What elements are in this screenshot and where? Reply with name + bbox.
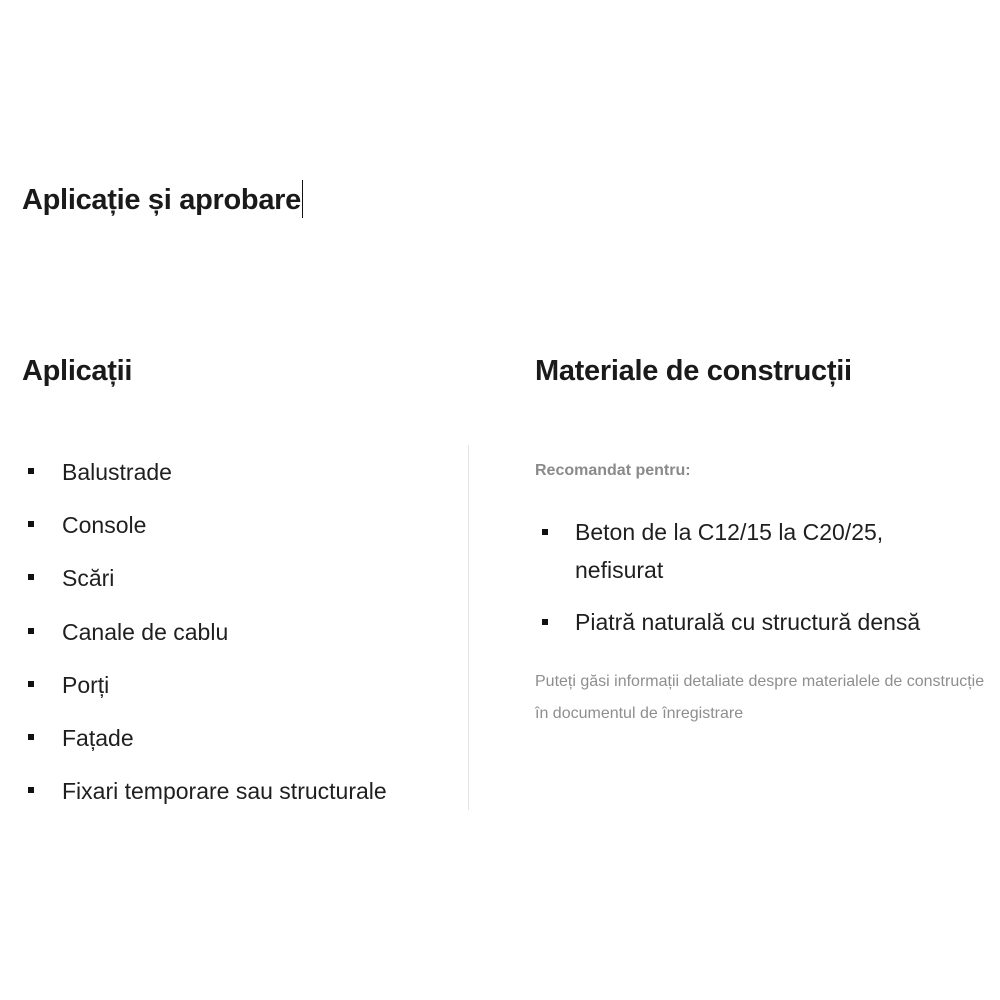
list-item — [22, 559, 387, 612]
materials-list — [535, 513, 955, 655]
materials-heading: Materiale de construcții — [535, 355, 852, 387]
applications-list — [22, 453, 387, 825]
list-item — [535, 513, 955, 589]
list-item-label: Piatră naturală cu structură densă — [575, 609, 921, 635]
list-item — [22, 666, 387, 719]
applications-heading: Aplicații — [22, 355, 133, 387]
column-divider — [468, 445, 469, 810]
list-item-label: Fațade — [62, 724, 134, 751]
page-title — [22, 180, 303, 218]
list-item — [22, 506, 387, 559]
bullet-icon — [28, 734, 34, 740]
list-item-label: Porți — [62, 671, 110, 698]
bullet-icon — [28, 787, 34, 793]
list-item-label: Fixari temporare sau structurale — [62, 778, 387, 805]
list-item-label: Beton de la C12/15 la C20/25, nefisurat — [575, 519, 884, 583]
list-item — [22, 453, 387, 506]
bullet-icon — [28, 468, 34, 474]
bullet-icon — [542, 529, 548, 535]
list-item — [535, 603, 955, 641]
list-item — [22, 613, 387, 666]
text-cursor — [302, 180, 303, 218]
list-item-label: Console — [62, 512, 147, 539]
bullet-icon — [28, 521, 34, 527]
bullet-icon — [28, 681, 34, 687]
bullet-icon — [28, 628, 34, 634]
bullet-icon — [542, 619, 548, 625]
list-item — [22, 772, 387, 825]
recommended-label: Recomandat pentru: — [535, 462, 691, 479]
materials-note: Puteți găsi informații detaliate despre materialele de construcție în documentul de înregistrare — [535, 673, 985, 722]
page-title-text: Aplicație și aprobare — [22, 184, 301, 216]
bullet-icon — [28, 574, 34, 580]
list-item-label: Scări — [62, 565, 115, 592]
list-item — [22, 719, 387, 772]
list-item-label: Balustrade — [62, 459, 172, 485]
list-item-label: Canale de cablu — [62, 618, 229, 645]
